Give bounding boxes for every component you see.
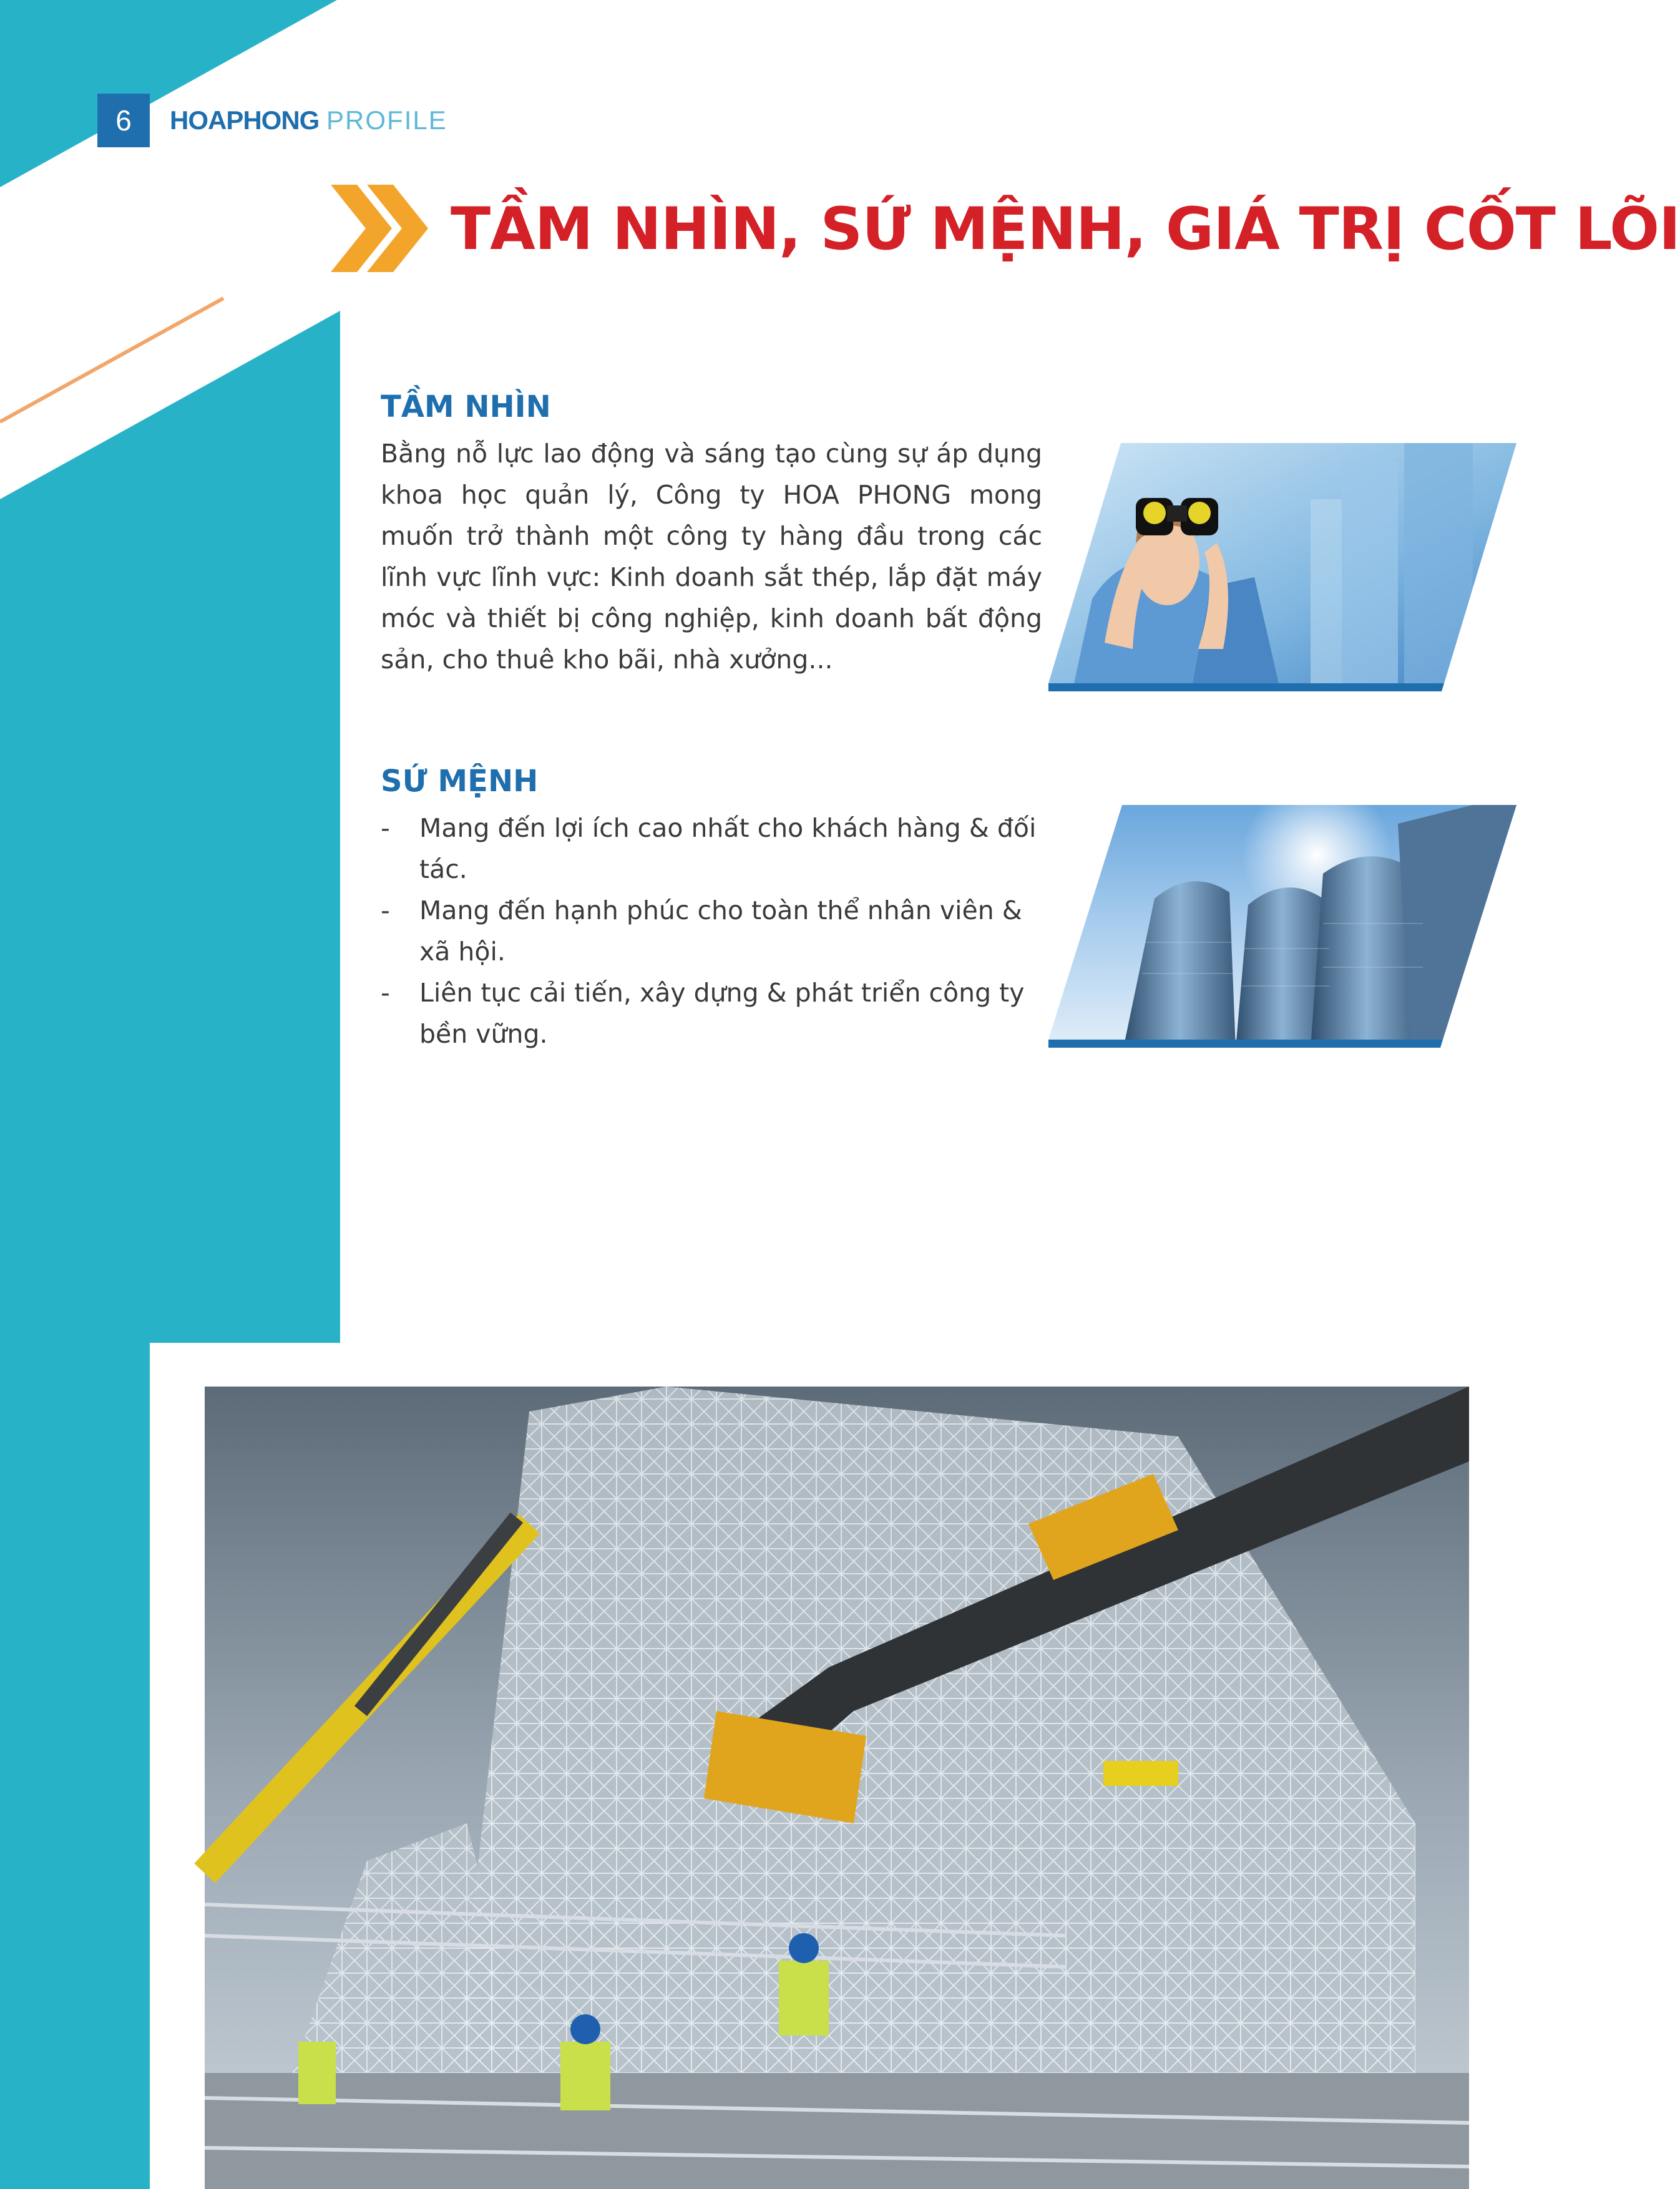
page-number-badge	[97, 94, 150, 147]
mission-bullet: -	[381, 978, 390, 1008]
brand-subtitle: PROFILE	[326, 105, 447, 135]
mission-item	[381, 890, 1042, 972]
vision-body: Bằng nỗ lực lao động và sáng tạo cùng sự áp dụng khoa học quản lý, Công ty HOA PHONG mong muốn trở thành một công ty hàng đầu trong các lĩnh vực lĩnh vực: Kinh doanh sắt thép, lắp đặt máy móc và thiết bị công nghiệp, kinh doanh bất động sản, cho thuê kho bãi, nhà xưởng...	[381, 439, 1042, 675]
page-number: 6	[115, 104, 132, 137]
double-chevron-icon	[331, 185, 431, 272]
mission-item	[381, 807, 1042, 890]
construction-photo	[205, 1387, 1469, 2189]
brand-header	[170, 107, 447, 134]
mission-item-text: Liên tục cải tiến, xây dựng & phát triển công ty bền vững.	[419, 978, 1025, 1049]
mission-item-text: Mang đến hạnh phúc cho toàn thể nhân viên & xã hội.	[419, 895, 1022, 967]
mission-bullet: -	[381, 813, 390, 843]
vision-heading: TẦM NHÌN	[381, 389, 551, 424]
top-teal-banner	[0, 0, 337, 187]
mission-item	[381, 972, 1042, 1055]
brand-name: HOAPHONG	[170, 105, 320, 135]
mission-heading: SỨ MỆNH	[381, 764, 539, 799]
mission-item-text: Mang đến lợi ích cao nhất cho khách hàng & đối tác.	[419, 813, 1037, 884]
page-title: TẦM NHÌN, SỨ MỆNH, GIÁ TRỊ CỐT LÕI	[451, 195, 1680, 263]
skyscrapers-photo	[1048, 805, 1516, 1048]
mission-bullet: -	[381, 895, 390, 925]
binoculars-photo	[1048, 443, 1516, 693]
mission-list	[381, 807, 1042, 1055]
